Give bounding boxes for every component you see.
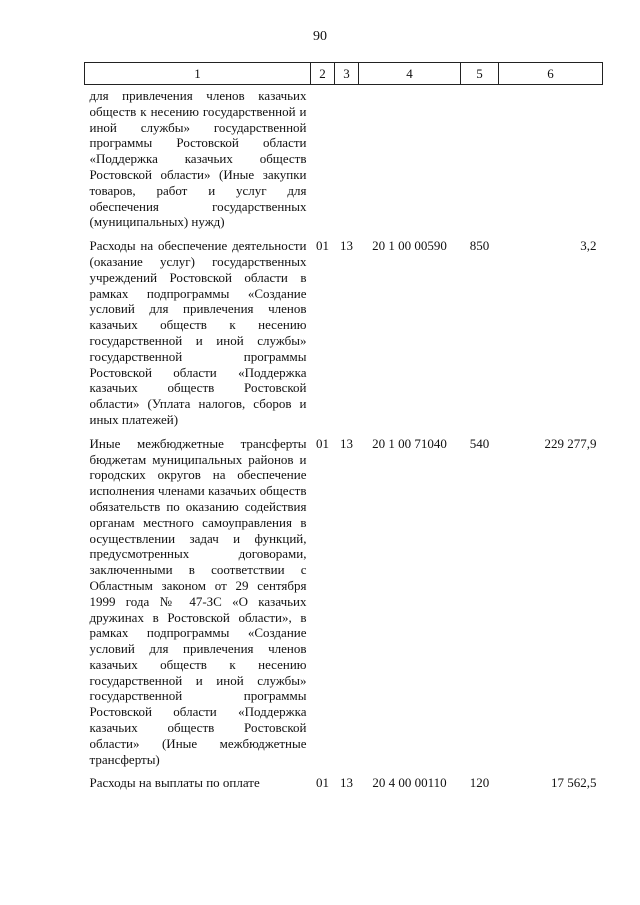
row-amount: 17 562,5 <box>551 775 597 791</box>
table-row <box>85 230 603 428</box>
row-target-code: 20 4 00 00110 <box>372 775 447 791</box>
row-expense-type <box>461 85 499 231</box>
row-target-code <box>359 85 461 231</box>
row-target-code: 20 1 00 71040 <box>372 435 447 451</box>
column-header: 1 <box>85 63 311 85</box>
row-amount: 229 277,9 <box>544 435 597 451</box>
table-row <box>85 767 603 791</box>
row-expense-type: 850 <box>469 238 490 254</box>
row-section <box>311 85 335 231</box>
row-subsection: 13 <box>340 435 353 451</box>
row-section: 01 <box>316 435 329 451</box>
row-section: 01 <box>316 238 329 254</box>
table-row <box>85 428 603 768</box>
row-description: Расходы на обеспечение деятельности (оказание услуг) государственных учреждений Ростовской области в рамках подпрограммы «Создание условий для привлечения членов казачьих обществ к несению государственной и иной службы» государственной программы Ростовской области «Поддержка казачьих обществ Ростовской области» (Уплата налогов, сборов и иных платежей) <box>89 238 307 427</box>
row-amount: 3,2 <box>580 238 597 254</box>
row-amount <box>499 85 603 231</box>
row-subsection <box>335 85 359 231</box>
row-section: 01 <box>316 775 329 791</box>
column-header: 4 <box>359 63 461 85</box>
row-expense-type: 540 <box>469 435 490 451</box>
column-header: 6 <box>499 63 603 85</box>
row-subsection: 13 <box>340 238 353 254</box>
row-subsection: 13 <box>340 775 353 791</box>
budget-table <box>84 62 603 791</box>
row-target-code: 20 1 00 00590 <box>372 238 447 254</box>
table-header-row <box>85 63 603 85</box>
page-number: 90 <box>313 29 327 44</box>
table-row <box>85 85 603 231</box>
column-header: 3 <box>335 63 359 85</box>
row-description: Иные межбюджетные трансферты бюджетам муниципальных районов и городских округов на обеспечение исполнения членами казачьих обществ обязательств по оказанию содействия органам местного самоуправления в осуществлении задач и функций, предусмотренных договорами, заключенными в соответствии с Областным законом от 29 сентября 1999 года № 47-ЗС «О казачьих дружинах в Ростовской области», в рамках подпрограммы «Создание условий для привлечения членов казачьих обществ к несению государственной и иной службы» государственной программы Ростовской области «Поддержка казачьих обществ Ростовской области» (Иные межбюджетные трансферты) <box>89 435 307 767</box>
column-header: 5 <box>461 63 499 85</box>
row-description: для привлечения членов казачьих обществ к несению государственной и иной службы» государственной программы Ростовской области «Поддержка казачьих обществ Ростовской области» (Иные закупки товаров, работ и услуг для обеспечения государственных (муниципальных) нужд) <box>89 88 307 230</box>
column-header: 2 <box>311 63 335 85</box>
row-expense-type: 120 <box>469 775 490 791</box>
row-description: Расходы на выплаты по оплате <box>89 775 260 791</box>
